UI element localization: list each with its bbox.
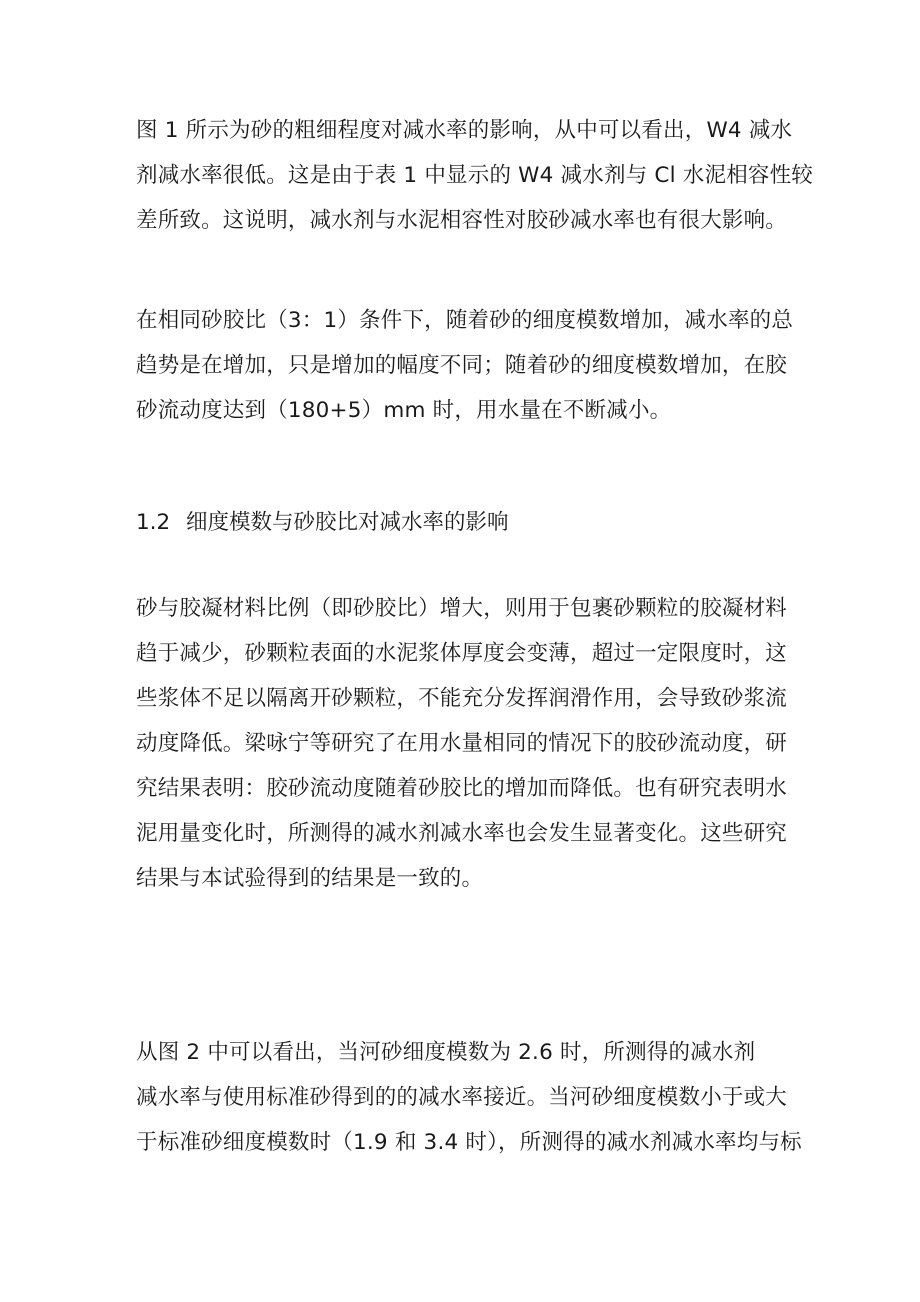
paragraph-4 [136, 1030, 802, 1165]
text-line: 减水率与使用标准砂得到的的减水率接近。当河砂细度模数小于或大 [136, 1085, 788, 1110]
text-line: 砂流动度达到（180+5）mm 时，用水量在不断减小。 [136, 398, 672, 423]
section-title: 细度模数与砂胶比对减水率的影响 [186, 510, 509, 535]
text-line: 趋于减少，砂颗粒表面的水泥浆体厚度会变薄，超过一定限度时，这 [136, 641, 788, 666]
paragraph-1 [136, 108, 814, 243]
text-line: 图 1 所示为砂的粗细程度对减水率的影响，从中可以看出，W4 减水 [136, 118, 793, 143]
text-line: 动度降低。梁咏宁等研究了在用水量相同的情况下的胶砂流动度，研 [136, 731, 788, 756]
text-line: 些浆体不足以隔离开砂颗粒，不能充分发挥润滑作用，会导致砂浆流 [136, 686, 788, 711]
text-line: 差所致。这说明，减水剂与水泥相容性对胶砂减水率也有很大影响。 [136, 208, 788, 233]
paragraph-3 [136, 586, 790, 901]
text-line: 结果与本试验得到的结果是一致的。 [136, 866, 484, 891]
text-line: 于标准砂细度模数时（1.9 和 3.4 时），所测得的减水剂减水率均与标 [136, 1130, 802, 1155]
text-line: 在相同砂胶比（3：1）条件下，随着砂的细度模数增加，减水率的总 [136, 308, 794, 333]
text-line: 趋势是在增加，只是增加的幅度不同；随着砂的细度模数增加，在胶 [136, 353, 788, 378]
section-heading [136, 503, 509, 543]
text-line: 究结果表明：胶砂流动度随着砂胶比的增加而降低。也有研究表明水 [136, 776, 788, 801]
paragraph-2 [136, 298, 794, 433]
text-line: 泥用量变化时，所测得的减水剂减水率也会发生显著变化。这些研究 [136, 821, 788, 846]
text-line: 从图 2 中可以看出，当河砂细度模数为 2.6 时，所测得的减水剂 [136, 1040, 756, 1065]
section-number: 1.2 [136, 510, 171, 535]
text-line: 砂与胶凝材料比例（即砂胶比）增大，则用于包裹砂颗粒的胶凝材料 [136, 596, 788, 621]
text-line: 剂减水率很低。这是由于表 1 中显示的 W4 减水剂与 Cl 水泥相容性较 [136, 163, 814, 188]
